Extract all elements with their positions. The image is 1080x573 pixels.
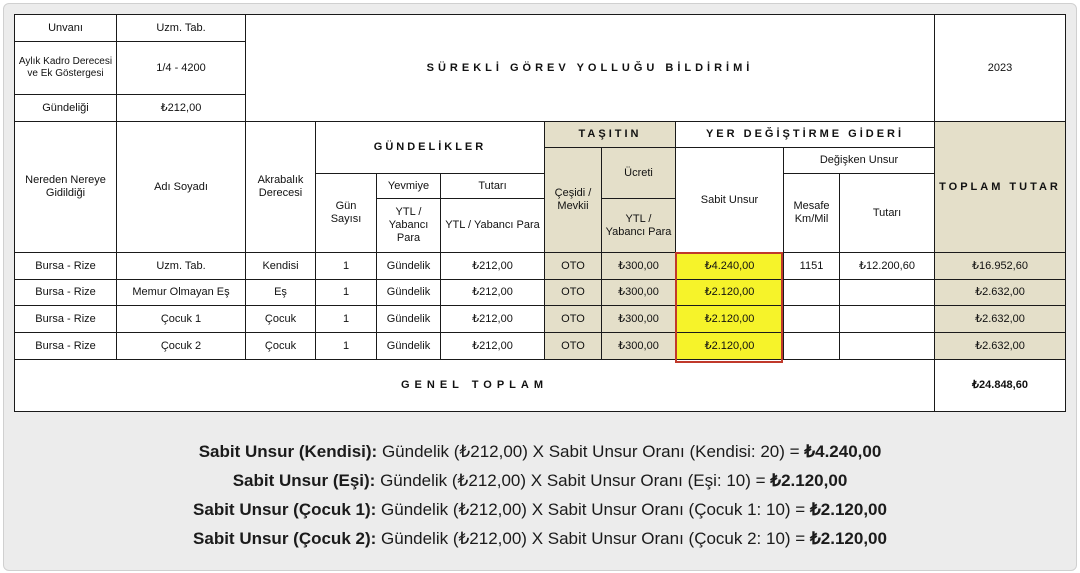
header-yer-degistirme: YER DEĞİŞTİRME GİDERİ (676, 122, 935, 148)
row-vehicle: OTO (545, 306, 602, 333)
header-degisken-unsur: Değişken Unsur (784, 148, 935, 174)
note-line (0, 495, 1080, 524)
header-gundelikler: GÜNDELİKLER (316, 122, 545, 174)
note-line (0, 466, 1080, 495)
row-distance (784, 306, 840, 333)
genel-toplam-row (15, 360, 1066, 412)
row-vehicle: OTO (545, 333, 602, 360)
row-relation: Eş (246, 280, 316, 306)
form-title: SÜREKLİ GÖREV YOLLUĞU BİLDİRİMİ (246, 15, 935, 122)
row-total: ₺2.632,00 (935, 333, 1066, 360)
row-relation: Çocuk (246, 333, 316, 360)
kadro-value: 1/4 - 4200 (117, 42, 246, 95)
form-year: 2023 (935, 15, 1066, 122)
row-variable-amount (840, 306, 935, 333)
note-formula: Gündelik (₺212,00) X Sabit Unsur Oranı (Kendisi: 20) = (381, 442, 800, 461)
row-daily-amount: ₺212,00 (441, 280, 545, 306)
note-line (0, 437, 1080, 466)
row-variable-amount (840, 333, 935, 360)
row-days: 1 (316, 280, 377, 306)
row-route: Bursa - Rize (15, 333, 117, 360)
row-total: ₺2.632,00 (935, 280, 1066, 306)
row-yevmiye: Gündelik (377, 306, 441, 333)
gundelik-value: ₺212,00 (117, 95, 246, 122)
kadro-label: Aylık Kadro Derecesi ve Ek Göstergesi (15, 42, 117, 95)
header-ucreti-sub: YTL / Yabancı Para (602, 199, 676, 253)
note-formula: Gündelik (₺212,00) X Sabit Unsur Oranı (Çocuk 2: 10) = (381, 529, 806, 548)
row-daily-amount: ₺212,00 (441, 253, 545, 280)
unvan-value: Uzm. Tab. (117, 15, 246, 42)
header-adi-soyadi: Adı Soyadı (117, 122, 246, 253)
row-fare: ₺300,00 (602, 253, 676, 280)
row-relation: Çocuk (246, 306, 316, 333)
header-tutari: Tutarı (441, 174, 545, 199)
note-label: Sabit Unsur (Çocuk 2): (193, 529, 377, 548)
header-row-1 (15, 122, 1066, 148)
note-result: ₺2.120,00 (809, 500, 887, 519)
row-daily-amount: ₺212,00 (441, 306, 545, 333)
row-fare: ₺300,00 (602, 280, 676, 306)
header-degisken-tutari: Tutarı (840, 174, 935, 253)
note-formula: Gündelik (₺212,00) X Sabit Unsur Oranı (Eşi: 10) = (380, 471, 766, 490)
header-tasitin: TAŞITIN (545, 122, 676, 148)
row-days: 1 (316, 333, 377, 360)
note-label: Sabit Unsur (Çocuk 1): (193, 500, 377, 519)
header-mesafe: Mesafe Km/Mil (784, 174, 840, 253)
note-label: Sabit Unsur (Kendisi): (198, 442, 378, 461)
table-row (15, 253, 1066, 280)
row-distance (784, 333, 840, 360)
travel-allowance-form (14, 14, 1066, 412)
row-total: ₺16.952,60 (935, 253, 1066, 280)
row-days: 1 (316, 306, 377, 333)
note-formula: Gündelik (₺212,00) X Sabit Unsur Oranı (Çocuk 1: 10) = (381, 500, 806, 519)
row-fare: ₺300,00 (602, 306, 676, 333)
header-tutari-sub: YTL / Yabancı Para (441, 199, 545, 253)
info-row-unvan (15, 15, 1066, 42)
row-daily-amount: ₺212,00 (441, 333, 545, 360)
row-relation: Kendisi (246, 253, 316, 280)
note-result: ₺2.120,00 (770, 471, 848, 490)
row-days: 1 (316, 253, 377, 280)
genel-toplam-value: ₺24.848,60 (935, 360, 1066, 412)
header-nereden: Nereden Nereye Gidildiği (15, 122, 117, 253)
row-name: Uzm. Tab. (117, 253, 246, 280)
row-name: Memur Olmayan Eş (117, 280, 246, 306)
row-name: Çocuk 2 (117, 333, 246, 360)
gundelik-label: Gündeliği (15, 95, 117, 122)
table-row (15, 280, 1066, 306)
header-cesidi: Çeşidi / Mevkii (545, 148, 602, 253)
row-total: ₺2.632,00 (935, 306, 1066, 333)
unvan-label: Unvanı (15, 15, 117, 42)
header-gun-sayisi: Gün Sayısı (316, 174, 377, 253)
row-name: Çocuk 1 (117, 306, 246, 333)
row-fixed-amount: ₺2.120,00 (676, 333, 784, 360)
row-fare: ₺300,00 (602, 333, 676, 360)
row-yevmiye: Gündelik (377, 333, 441, 360)
row-distance (784, 280, 840, 306)
table-row (15, 333, 1066, 360)
note-result: ₺2.120,00 (809, 529, 887, 548)
row-fixed-amount: ₺4.240,00 (676, 253, 784, 280)
row-variable-amount: ₺12.200,60 (840, 253, 935, 280)
row-variable-amount (840, 280, 935, 306)
row-yevmiye: Gündelik (377, 253, 441, 280)
row-vehicle: OTO (545, 280, 602, 306)
calculation-notes (0, 437, 1080, 553)
row-route: Bursa - Rize (15, 280, 117, 306)
note-result: ₺4.240,00 (804, 442, 882, 461)
row-vehicle: OTO (545, 253, 602, 280)
note-label: Sabit Unsur (Eşi): (232, 471, 376, 490)
row-yevmiye: Gündelik (377, 280, 441, 306)
header-ucreti: Ücreti (602, 148, 676, 199)
table-row (15, 306, 1066, 333)
row-distance: 1151 (784, 253, 840, 280)
header-sabit-unsur: Sabit Unsur (676, 148, 784, 253)
header-yevmiye: Yevmiye (377, 174, 441, 199)
row-fixed-amount: ₺2.120,00 (676, 280, 784, 306)
header-toplam-tutar: TOPLAM TUTAR (935, 122, 1066, 253)
row-route: Bursa - Rize (15, 253, 117, 280)
header-akrabalik: Akrabalık Derecesi (246, 122, 316, 253)
genel-toplam-label: GENEL TOPLAM (15, 360, 935, 412)
note-line (0, 524, 1080, 553)
header-yevmiye-sub: YTL / Yabancı Para (377, 199, 441, 253)
row-route: Bursa - Rize (15, 306, 117, 333)
row-fixed-amount: ₺2.120,00 (676, 306, 784, 333)
